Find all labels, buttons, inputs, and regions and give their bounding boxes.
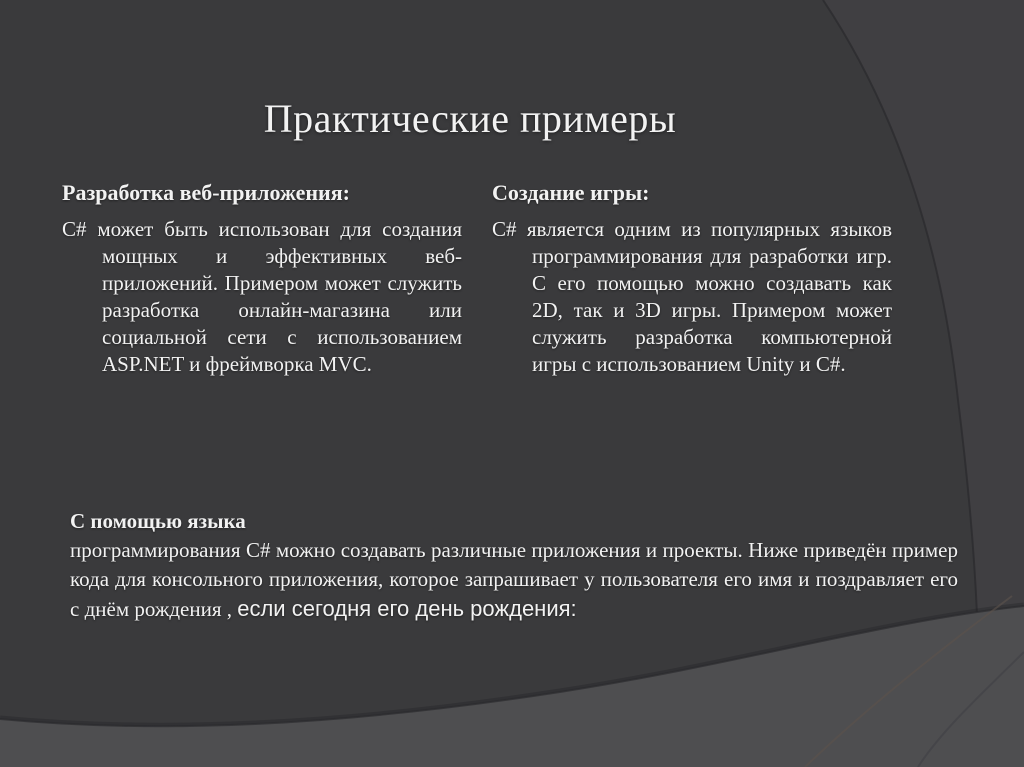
slide-title: Практические примеры: [263, 95, 677, 141]
footer-lead: С помощью языка: [70, 509, 246, 533]
column-game-heading: Создание игры:: [492, 180, 650, 205]
column-game: [492, 180, 892, 378]
column-web-app-heading: Разработка веб-приложения:: [62, 180, 350, 205]
footer-body-sans-text: если сегодня его день рождения:: [237, 596, 577, 621]
footer-paragraph: [70, 507, 958, 624]
column-web-app-body: C# может быть использован для создания мощных и эффективных веб-приложений. Примером может служить разработка онлайн-магазина или социальной сети с использованием ASP.NET и фреймворка MVC.: [62, 217, 462, 376]
column-web-app: [62, 180, 462, 378]
footer-body: [70, 536, 958, 624]
column-game-body: C# является одним из популярных языков программирования для разработки игр. С его помощью можно создавать как 2D, так и 3D игры. Примером может служить разработка компьютерной игры с использованием Unity и C#.: [492, 217, 892, 376]
footer-body-serif-text: программирования C# можно создавать различные приложения и проекты. Ниже приведён пример кода для консольного приложения, которое запрашивает у пользователя его имя и поздравляет его с днём рождения ,: [70, 538, 958, 621]
